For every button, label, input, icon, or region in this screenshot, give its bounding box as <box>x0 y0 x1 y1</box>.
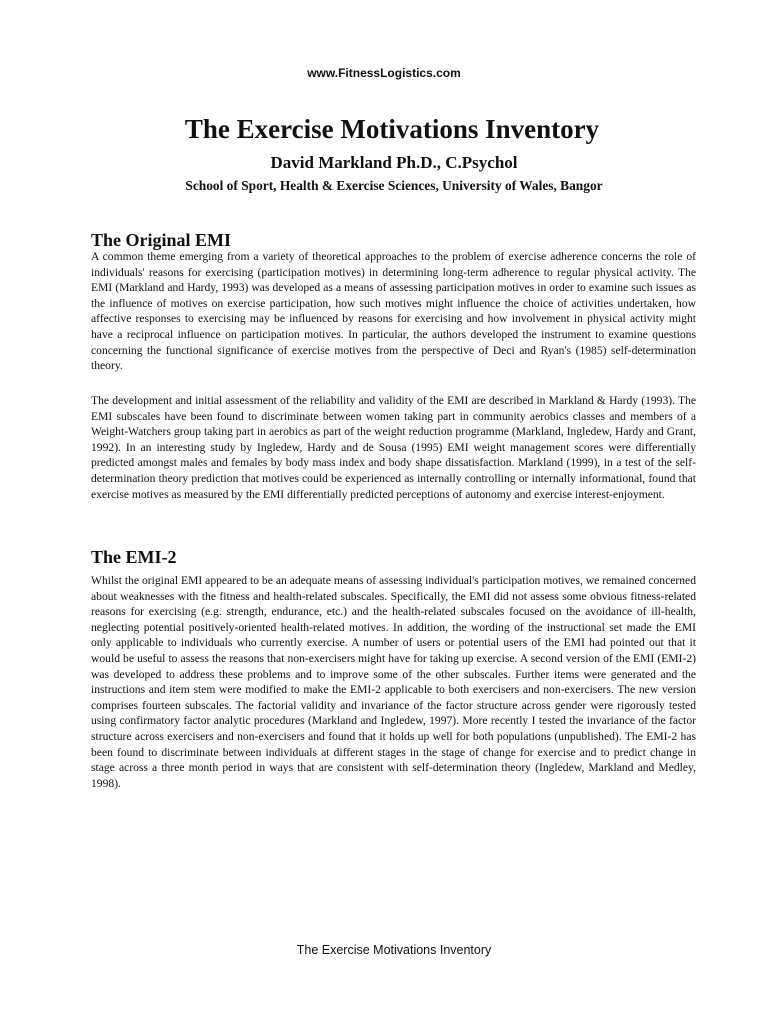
author-name: David Markland Ph.D., C.Psychol <box>270 153 518 172</box>
paragraph-original-emi-2: The development and initial assessment of the reliability and validity of the EMI are described in Markland & Hardy (1993). The EMI subscales have been found to discriminate between women taking part in community aerobics classes and members of a Weight-Watchers group taking part in aerobics as part of the weight reduction programme (Markland, Ingledew, Hardy and Grant, 1992). In an interesting study by Ingledew, Hardy and de Sousa (1995) EMI weight management scores were differentially predicted amongst males and females by body mass index and body shape dissatisfaction. Markland (1999), in a test of the self-determination theory prediction that motives could be experienced as internally controlling or internally informational, found that exercise motives as measured by the EMI differentially predicted perceptions of autonomy and exercise interest-enjoyment. <box>91 394 696 501</box>
footer-running-title: The Exercise Motivations Inventory <box>296 943 492 957</box>
section-heading-emi-2: The EMI-2 <box>91 547 177 567</box>
header-website-url: www.FitnessLogistics.com <box>307 66 461 80</box>
paragraph-original-emi-1: A common theme emerging from a variety of theoretical approaches to the problem of exercise adherence concerns the role of individuals' reasons for exercising (participation motives) in determining long-term adherence to regular physical activity. The EMI (Markland and Hardy, 1993) was developed as a means of assessing participation motives in order to examine such issues as the influence of motives on exercise participation, how such motives might influence the choice of activities undertaken, how affective responses to exercising may be influenced by reasons for exercising and how involvement in physical activity might have a reciprocal influence on participation motives. In particular, the authors developed the instrument to examine questions concerning the functional significance of exercise motives from the perspective of Deci and Ryan's (1985) self-determination theory. <box>91 250 696 373</box>
document-title: The Exercise Motivations Inventory <box>184 114 600 144</box>
paragraph-emi-2-1: Whilst the original EMI appeared to be an adequate means of assessing individual's participation motives, we remained concerned about weaknesses with the fitness and health-related subscales. Specifically, the EMI did not assess some obvious fitness-related reasons for exercising (e.g. strength, endurance, etc.) and the health-related subscales focused on the avoidance of ill-health, neglecting potential positively-oriented health-related motives. In addition, the wording of the instructional set made the EMI only applicable to individuals who currently exercise. A number of users or potential users of the EMI had pointed out that it would be useful to assess the reasons that non-exercisers might have for taking up exercise. A second version of the EMI (EMI-2) was developed to address these problems and to improve some of the other subscales. Further items were generated and the instructions and item stem were modified to make the EMI-2 applicable to both exercisers and non-exercisers. The new version comprises fourteen subscales. The factorial validity and invariance of the factor structure across gender were rigorously tested using confirmatory factor analytic procedures (Markland and Ingledew, 1997). More recently I tested the invariance of the factor structure across exercisers and non-exercisers and found that it holds up well for both populations (unpublished). The EMI-2 has been found to discriminate between individuals at different stages in the stage of change for exercise and to predict change in stage across a three month period in ways that are consistent with self-determination theory (Ingledew, Markland and Medley, 1998). <box>91 574 696 790</box>
section-heading-original-emi: The Original EMI <box>91 230 232 250</box>
author-affiliation: School of Sport, Health & Exercise Sciences, University of Wales, Bangor <box>185 178 603 193</box>
